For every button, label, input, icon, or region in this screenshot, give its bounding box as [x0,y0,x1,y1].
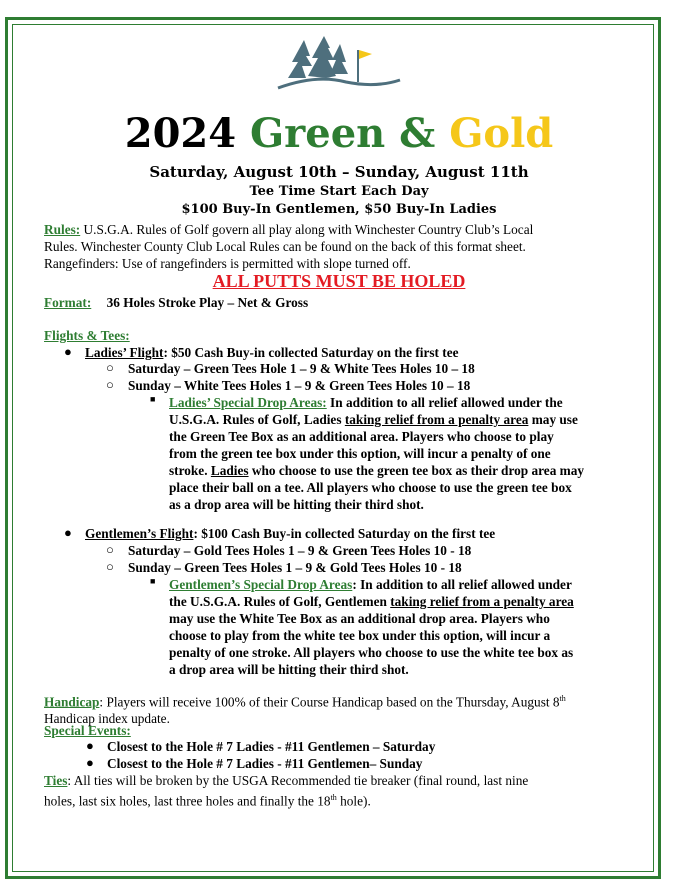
ladies-drop-areas [169,394,639,513]
circle-bullet-icon: ○ [106,377,114,392]
ladies-flight [85,344,459,361]
circle-bullet-icon: ○ [106,360,114,375]
rules-line-2: Rules. Winchester County Club Local Rules can be found on the back of this format sheet. [44,239,526,254]
ladies-drop-text: who choose to use the green tee box as their drop area may [251,463,585,478]
page-title [0,104,678,164]
bullet-icon: ● [86,755,94,770]
ties-text: : All ties will be broken by the USGA Recommended tie breaker (final round, last nine [67,773,529,788]
gentlemen-saturday: Saturday – Gold Tees Holes 1 – 9 & Green Tees Holes 10 - 18 [128,543,472,558]
gentlemen-drop-text: choose to play from the white tee box under this option, will incur a [169,628,551,643]
flights-label-text: Flights & Tees: [44,328,130,343]
ladies-drop-label: Ladies’ Special Drop Areas: [169,395,327,410]
ladies-flight-name: Ladies’ Flight [85,345,164,360]
handicap-text: : Players will receive 100% of their Course Handicap based on the Thursday, August 8 [99,694,560,710]
gentlemen-sunday: Sunday – Green Tees Holes 1 – 9 & Gold Tees Holes 10 - 18 [128,560,462,575]
ladies-drop-text: stroke. [169,463,208,478]
ladies-drop-text: as a drop area will be hitting their third shot. [169,497,424,512]
ladies-flight-desc: : $50 Cash Buy-in collected Saturday on the first tee [163,345,459,360]
bullet-icon: ● [64,344,72,359]
buy-in-note: $100 Buy-In Gentlemen, $50 Buy-In Ladies [181,202,497,217]
ladies-drop-text: place their ball on a tee. All players who choose to use the green tee box [169,480,572,495]
gentlemen-drop-text: : In addition to all relief allowed under [352,577,572,592]
ladies-drop-text-underlined: taking relief from a penalty area [344,412,529,427]
gentlemen-flight-name: Gentlemen’s Flight [85,526,194,541]
putts-notice: ALL PUTTS MUST BE HOLED [212,271,466,291]
square-bullet-icon: ■ [150,576,156,586]
rules-line-1: U.S.G.A. Rules of Golf govern all play along with Winchester Country Club’s Local [80,222,534,237]
title-year: 2024 [124,110,237,157]
ties-line-2-end: hole). [336,793,371,809]
gentlemen-flight-desc: : $100 Cash Buy-in collected Saturday on the first tee [193,526,496,541]
special-events-label [44,722,131,739]
event-dates: Saturday, August 10th – Sunday, August 11th [149,163,529,181]
gentlemen-drop-text: penalty of one stroke. All players who choose to use the white tee box as [169,645,574,660]
rules-section [44,221,634,272]
ties-section [44,772,634,809]
ladies-drop-text: may use [531,412,578,427]
gentlemen-drop-text: the U.S.G.A. Rules of Golf, Gentlemen [169,594,387,609]
special-events-label-text: Special Events: [44,723,131,738]
bullet-icon: ● [86,738,94,753]
handicap-sup: th [559,694,566,703]
gentlemen-drop-text: may use the White Tee Box as an additional drop area. Players who [169,611,550,626]
tee-time-note: Tee Time Start Each Day [249,184,429,199]
handicap-section [44,690,634,727]
ladies-saturday: Saturday – Green Tees Hole 1 – 9 & White Tees Holes 10 – 18 [128,361,475,376]
ties-label: Ties [44,773,68,788]
ladies-drop-text-underlined: Ladies [210,463,249,478]
ties-line-2: holes, last six holes, last three holes and finally the 18 [44,793,331,809]
rules-line-3: Rangefinders: Use of rangefinders is permitted with slope turned off. [44,256,411,271]
title-ampersand: & [399,110,436,157]
special-event-item: Closest to the Hole # 7 Ladies - #11 Gentlemen – Saturday [107,739,436,754]
title-green: Green [250,110,386,157]
square-bullet-icon: ■ [150,394,156,404]
gentlemen-drop-label: Gentlemen’s Special Drop Areas [169,577,353,592]
handicap-line-2: Handicap index update. [44,711,170,727]
ties-sup: th [330,793,337,802]
format-row [44,294,308,311]
gentlemen-drop-text-underlined: taking relief from a penalty area [390,594,574,609]
rules-label: Rules: [44,222,81,237]
format-text: 36 Holes Stroke Play – Net & Gross [106,295,309,310]
circle-bullet-icon: ○ [106,542,114,557]
ladies-drop-text: U.S.G.A. Rules of Golf, Ladies [169,412,342,427]
ladies-drop-text: from the green tee box under this option, will incur a penalty of one [169,446,551,461]
title-gold: Gold [449,110,554,157]
circle-bullet-icon: ○ [106,559,114,574]
flights-label [44,327,130,344]
gentlemen-flight [85,525,495,542]
format-label: Format: [44,295,92,310]
bullet-icon: ● [64,525,72,540]
ladies-sunday: Sunday – White Tees Holes 1 – 9 & Green Tees Holes 10 – 18 [128,378,471,393]
handicap-label: Handicap [44,694,100,710]
pine-trees-flag-logo [276,36,402,94]
ladies-drop-text: the Green Tee Box as an additional area. Players who choose to play [169,429,554,444]
special-event-item: Closest to the Hole # 7 Ladies - #11 Gentlemen– Sunday [107,756,423,771]
gentlemen-drop-areas [169,576,639,678]
ladies-drop-text: In addition to all relief allowed under the [330,395,563,410]
gentlemen-drop-text: a drop area will be hitting their third shot. [169,662,409,677]
